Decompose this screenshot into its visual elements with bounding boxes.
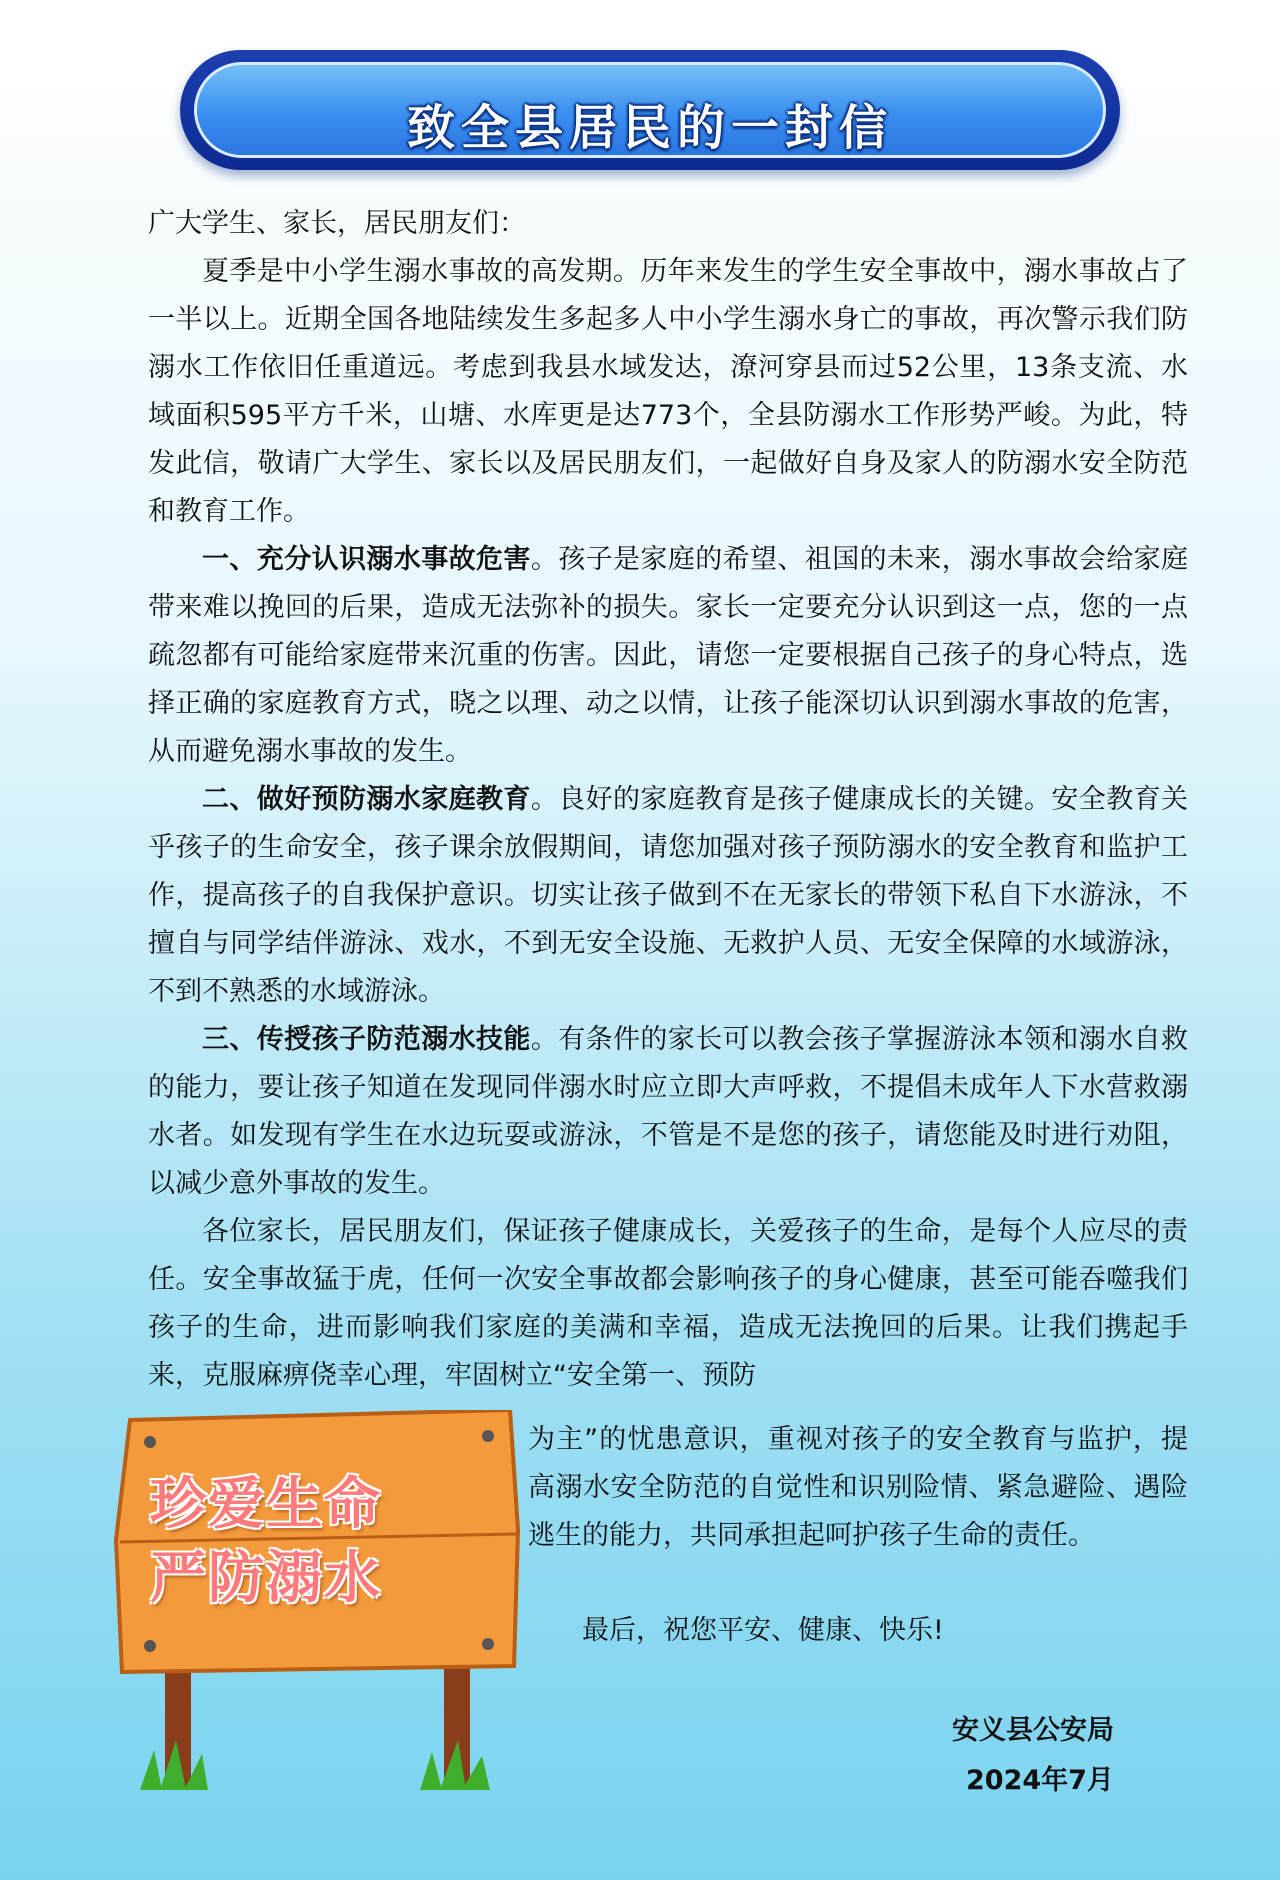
section-1-paragraph — [148, 536, 1188, 776]
section-2-paragraph — [148, 776, 1188, 1016]
section-3-heading: 三、传授孩子防范溺水技能 — [202, 1024, 531, 1055]
section-1-heading: 一、充分认识溺水事故危害 — [202, 544, 531, 575]
signature-date: 2024年7月 — [966, 1765, 1114, 1796]
sign-slogan-line1: 珍爱生命 — [150, 1472, 382, 1537]
sign-nail — [482, 1638, 494, 1650]
section-3-paragraph — [148, 1016, 1188, 1208]
section-2-heading: 二、做好预防溺水家庭教育 — [202, 784, 531, 815]
appeal-paragraph-part2: 为主”的忧患意识，重视对孩子的安全教育与监护，提高溺水安全防范的自觉性和识别险情、紧急避险、遇险逃生的能力，共同承担起呵护孩子生命的责任。 — [528, 1424, 1188, 1551]
title-banner-inner — [194, 62, 1106, 158]
section-3-body: 。有条件的家长可以教会孩子掌握游泳本领和溺水自救的能力，要让孩子知道在发现同伴溺水时应立即大声呼救，不提倡未成年人下水营救溺水者。如发现有学生在水边玩耍或游泳，不管是不是您的孩子，请您能及时进行劝阻，以减少意外事故的发生。 — [148, 1024, 1189, 1199]
page-title: 致全县居民的一封信 — [406, 100, 893, 156]
greeting: 广大学生、家长，居民朋友们： — [148, 208, 526, 239]
sign-slogan-line2: 严防溺水 — [150, 1546, 382, 1611]
intro-paragraph: 夏季是中小学生溺水事故的高发期。历年来发生的学生安全事故中，溺水事故占了一半以上。近期全国各地陆续发生多起多人中小学生溺水身亡的事故，再次警示我们防溺水工作依旧任重道远。考虑到我县水域发达，潦河穿县而过52公里，13条支流、水域面积595平方千米，山塘、水库更是达773个，全县防溺水工作形势严峻。为此，特发此信，敬请广大学生、家长以及居民朋友们，一起做好自身及家人的防溺水安全防范和教育工作。 — [148, 256, 1188, 527]
sign-nail — [144, 1436, 156, 1448]
grass-left — [140, 1740, 208, 1790]
sign-nail — [144, 1640, 156, 1652]
signature-org: 安义县公安局 — [952, 1715, 1114, 1746]
section-2-body: 。良好的家庭教育是孩子健康成长的关键。安全教育关乎孩子的生命安全，孩子课余放假期间，请您加强对孩子预防溺水的安全教育和监护工作，提高孩子的自我保护意识。切实让孩子做到不在无家长的带领下私自下水游泳，不擅自与同学结伴游泳、戏水，不到无安全设施、无救护人员、无安全保障的水域游泳，不到不熟悉的水域游泳。 — [148, 784, 1189, 1007]
title-banner — [180, 50, 1120, 170]
sign-nail — [482, 1430, 494, 1442]
closing-wish: 最后，祝您平安、健康、快乐! — [582, 1615, 944, 1646]
letter-body — [148, 200, 1188, 1400]
section-1-body: 。孩子是家庭的希望、祖国的未来，溺水事故会给家庭带来难以挽回的后果，造成无法弥补的损失。家长一定要充分认识到这一点，您的一点疏忽都有可能给家庭带来沉重的伤害。因此，请您一定要根据自己孩子的身心特点，选择正确的家庭教育方式，晓之以理、动之以情，让孩子能深切认识到溺水事故的危害，从而避免溺水事故的发生。 — [148, 544, 1189, 767]
appeal-paragraph-part1: 各位家长，居民朋友们，保证孩子健康成长，关爱孩子的生命，是每个人应尽的责任。安全事故猛于虎，任何一次安全事故都会影响孩子的身心健康，甚至可能吞噬我们孩子的生命，进而影响我们家庭的美满和幸福，造成无法挽回的后果。让我们携起手来，克服麻痹侥幸心理，牢固树立“安全第一、预防 — [148, 1216, 1188, 1391]
